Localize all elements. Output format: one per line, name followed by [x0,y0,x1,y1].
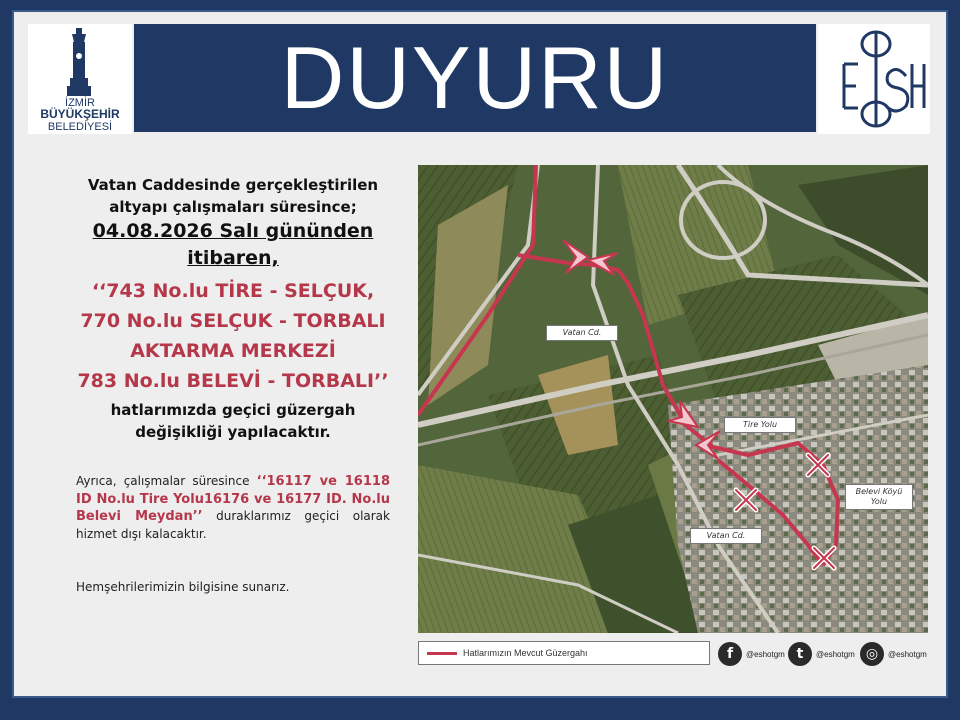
announcement-text [74,174,392,443]
eshot-logo [818,24,930,134]
map-label-vatan-top: Vatan Cd. [546,325,618,341]
announcement-closing: hatlarımızda geçici güzergah [110,401,356,419]
stop-notice: Ayrıca, çalışmalar süresince ‘‘16117 ve 16118 ID No.lu Tire Yolu16176 ve 16177 ID. No.lu Belevi Meydan’’ duraklarımız geçici olarak hizmet dışı kalacaktır. [76,474,390,541]
social-handle: @eshotgm [746,649,785,659]
route-line: 783 No.lu BELEVİ - TORBALI’’ [77,370,389,392]
map-label-tire-yolu: Tire Yolu [724,417,796,433]
social-facebook[interactable] [718,641,785,667]
svg-text:BELEDİYESİ: BELEDİYESİ [47,121,113,133]
svg-text:İZMİR: İZMİR [65,97,95,109]
announcement-closing: değişikliği yapılacaktır. [135,423,331,441]
facebook-icon: f [718,642,742,666]
map-label-belevi: Belevi Köyü Yolu [845,484,913,510]
svg-text:BÜYÜKŞEHİR: BÜYÜKŞEHİR [40,107,120,121]
route-line: 770 No.lu SELÇUK - TORBALI [80,310,386,332]
title-banner [134,24,816,132]
route-line: ‘‘743 No.lu TİRE - SELÇUK, [91,280,375,302]
map-legend [418,641,710,665]
effective-date: 04.08.2026 Salı gününden [92,220,374,242]
twitter-icon: t [788,642,812,666]
effective-date: itibaren, [187,247,279,269]
legend-label: Hatlarımızın Mevcut Güzergahı [463,648,588,658]
route-map [418,165,928,633]
instagram-icon: ◎ [860,642,884,666]
announcement-line: altyapı çalışmaları süresince; [109,198,357,216]
map-label-vatan-bottom: Vatan Cd. [690,528,762,544]
social-handle: @eshotgm [816,649,855,659]
izmir-municipality-logo [28,24,132,134]
social-instagram[interactable] [860,641,927,667]
route-line-swatch [427,652,457,655]
stop-ids: ‘‘16117 ve 16118 ID No.lu Tire Yolu16176 ve 16177 ID. No.lu Belevi Meydan’’ [76,474,390,524]
social-handle: @eshotgm [888,649,927,659]
announcement-line: Vatan Caddesinde gerçekleştirilen [87,176,379,194]
page-title: DUYURU [280,28,670,127]
route-line: AKTARMA MERKEZİ [130,340,336,362]
closing-note: Hemşehrilerimizin bilgisine sunarız. [76,580,290,594]
social-twitter[interactable] [788,641,855,667]
